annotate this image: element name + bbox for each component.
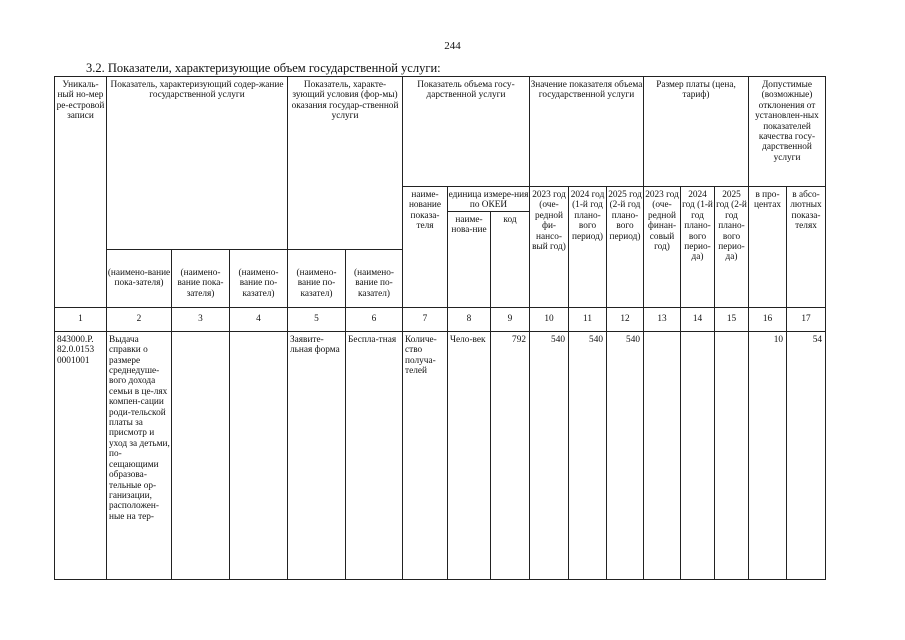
column-number: 6 [346, 307, 403, 331]
header-name-2: (наимено-вание пока-зателя) [172, 249, 230, 307]
cell-fee-2025 [715, 331, 749, 579]
column-number: 11 [569, 307, 607, 331]
header-name-4: (наимено-вание по-казател) [288, 249, 346, 307]
header-content-spacer [107, 187, 288, 212]
column-number: 14 [681, 307, 715, 331]
header-fee: Размер платы (цена, тариф) [644, 77, 749, 187]
cell-value-2023: 540 [530, 331, 569, 579]
cell-unit-code: 792 [491, 331, 530, 579]
header-record-number: Уникаль-ный но-мер ре-естровой записи [55, 77, 107, 308]
volume-indicators-table [54, 76, 826, 580]
header-content-spacer-2 [107, 211, 288, 249]
column-number: 16 [749, 307, 787, 331]
column-number: 5 [288, 307, 346, 331]
section-heading: 3.2. Показатели, характеризующие объем государственной услуги: [86, 61, 441, 75]
cell-form: Заявите-льная форма [288, 331, 346, 579]
cell-service-content: Выдача справки о размере среднедуше-вого дохода семьи в це-лях компен-сации роди-тельской платы за присмотр и уход за детьми, по-сещающими образова-тельные ор-ганизации, расположен-ные на тер- [107, 331, 172, 579]
cell-payment: Беспла-тная [346, 331, 403, 579]
column-number: 4 [230, 307, 288, 331]
column-number: 3 [172, 307, 230, 331]
header-volume-indicator: Показатель объема госу-дарственной услуги [403, 77, 530, 187]
cell-deviation-percent: 10 [749, 331, 787, 579]
cell-record-number: 843000.Р. 82.0.0153 0001001 [55, 331, 107, 579]
cell-content-2 [172, 331, 230, 579]
column-number: 17 [787, 307, 826, 331]
cell-content-3 [230, 331, 288, 579]
column-number: 12 [607, 307, 644, 331]
header-year-2025: 2025 год (2-й год плано-вого период) [607, 187, 644, 308]
column-number: 2 [107, 307, 172, 331]
cell-fee-2024 [681, 331, 715, 579]
header-absolute: в абсо-лютных показа-телях [787, 187, 826, 308]
header-name-3: (наимено-вание по-казател) [230, 249, 288, 307]
page-number: 244 [444, 40, 461, 52]
header-condition-spacer [288, 187, 403, 212]
header-okei-unit: единица измере-ния по ОКЕИ [448, 187, 530, 212]
header-percent: в про-центах [749, 187, 787, 308]
header-fee-2023: 2023 год (оче-редной финан-совый год) [644, 187, 681, 308]
header-content-indicator: Показатель, характеризующий содер-жание государственной услуги [107, 77, 288, 187]
cell-value-2025: 540 [607, 331, 644, 579]
column-number: 8 [448, 307, 491, 331]
header-fee-2024: 2024 год (1-й год плано-вого перио-да) [681, 187, 715, 308]
column-number: 9 [491, 307, 530, 331]
header-year-2023: 2023 год (оче-редной фи-нансо-вый год) [530, 187, 569, 308]
header-deviation: Допустимые (возможные) отклонения от установлен-ных показателей качества госу-дарственной услуги [749, 77, 826, 187]
column-number: 13 [644, 307, 681, 331]
cell-deviation-absolute: 54 [787, 331, 826, 579]
header-year-2024: 2024 год (1-й год плано-вого период) [569, 187, 607, 308]
column-number: 10 [530, 307, 569, 331]
header-unit-code: код [491, 211, 530, 307]
header-name-1: (наимено-вание пока-зателя) [107, 249, 172, 307]
cell-indicator-name: Количе-ство получа-телей [403, 331, 448, 579]
column-number: 15 [715, 307, 749, 331]
header-volume-value: Значение показателя объема государственной услуги [530, 77, 644, 187]
header-condition-indicator: Показатель, характе-зующий условия (фор-мы) оказания государ-ственной услуги [288, 77, 403, 187]
cell-value-2024: 540 [569, 331, 607, 579]
column-number: 1 [55, 307, 107, 331]
header-unit-name: наиме-нова-ние [448, 211, 491, 307]
table-row [55, 331, 826, 579]
header-fee-2025: 2025 год (2-й год плано-вого перио-да) [715, 187, 749, 308]
cell-unit-name: Чело-век [448, 331, 491, 579]
header-name-5: (наимено-вание по-казател) [346, 249, 403, 307]
cell-fee-2023 [644, 331, 681, 579]
header-condition-spacer-2 [288, 211, 403, 249]
column-number: 7 [403, 307, 448, 331]
header-indicator-name: наиме-нование показа-теля [403, 187, 448, 308]
